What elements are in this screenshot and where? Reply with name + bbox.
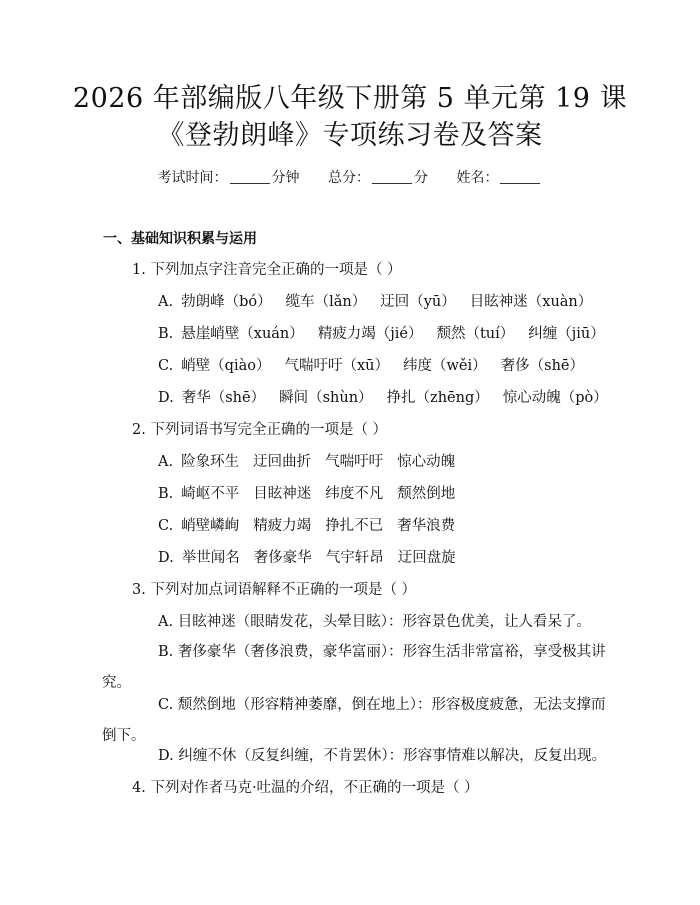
question-1-option-d: D. 奢华（shē） 瞬间（shùn） 挣扎（zhēng） 惊心动魄（pò） xyxy=(158,390,608,406)
question-2-option-d: D. 举世闻名 奢侈豪华 气宇轩昂 迂回盘旋 xyxy=(158,550,456,566)
page-title-line-1: 2026 年部编版八年级下册第 5 单元第 19 课 xyxy=(72,83,628,114)
question-2-option-a: A. 险象环生 迂回曲折 气喘吁吁 惊心动魄 xyxy=(158,454,456,470)
score-label: 总分： xyxy=(328,170,370,186)
name-label: 姓名： xyxy=(456,170,499,186)
question-1-stem: 1. 下列加点字注音完全正确的一项是（ ） xyxy=(132,262,402,278)
time-label: 考试时间： xyxy=(157,170,228,186)
question-4-stem: 4. 下列对作者马克·吐温的介绍，不正确的一项是（ ） xyxy=(132,780,479,796)
question-1-option-b: B. 悬崖峭壁（xuán） 精疲力竭（jié） 颓然（tuí） 纠缠（jiū） xyxy=(158,326,605,342)
time-blank[interactable] xyxy=(230,169,270,184)
score-field xyxy=(328,168,428,188)
page-title-line-2: 《登勃朗峰》专项练习卷及答案 xyxy=(157,120,543,151)
time-field xyxy=(158,168,300,188)
question-2-option-b: B. 崎岖不平 目眩神迷 纬度不凡 颓然倒地 xyxy=(158,486,456,502)
name-blank[interactable] xyxy=(500,169,540,184)
question-3-option-a: A. 目眩神迷（眼睛发花，头晕目眩）：形容景色优美，让人看呆了。 xyxy=(158,614,591,630)
exam-meta xyxy=(0,168,700,188)
question-1-option-c: C. 峭壁（qiào） 气喘吁吁（xū） 纬度（wěi） 奢侈（shē） xyxy=(158,358,585,374)
score-unit: 分 xyxy=(414,170,428,186)
question-3-option-b: B. 奢侈豪华（奢侈浪费，豪华富丽）：形容生活非常富裕，享受极其讲究。 xyxy=(102,644,606,691)
question-3-option-d: D. 纠缠不休（反复纠缠，不肯罢休）：形容事情难以解决，反复出现。 xyxy=(158,748,607,764)
question-3-stem: 3. 下列对加点词语解释不正确的一项是（ ） xyxy=(132,582,417,598)
score-blank[interactable] xyxy=(372,169,412,184)
section-heading: 一、基础知识积累与运用 xyxy=(103,231,257,247)
question-2-option-c: C. 峭壁嶙峋 精疲力竭 挣扎不已 奢华浪费 xyxy=(158,518,456,534)
name-field xyxy=(456,168,542,188)
question-2-stem: 2. 下列词语书写完全正确的一项是（ ） xyxy=(132,422,388,438)
question-1-option-a: A. 勃朗峰（bó） 缆车（lǎn） 迂回（yū） 目眩神迷（xuàn） xyxy=(158,294,593,310)
time-unit: 分钟 xyxy=(271,170,300,186)
question-3-option-c: C. 颓然倒地（形容精神萎靡，倒在地上）：形容极度疲惫，无法支撑而倒下。 xyxy=(102,697,606,744)
